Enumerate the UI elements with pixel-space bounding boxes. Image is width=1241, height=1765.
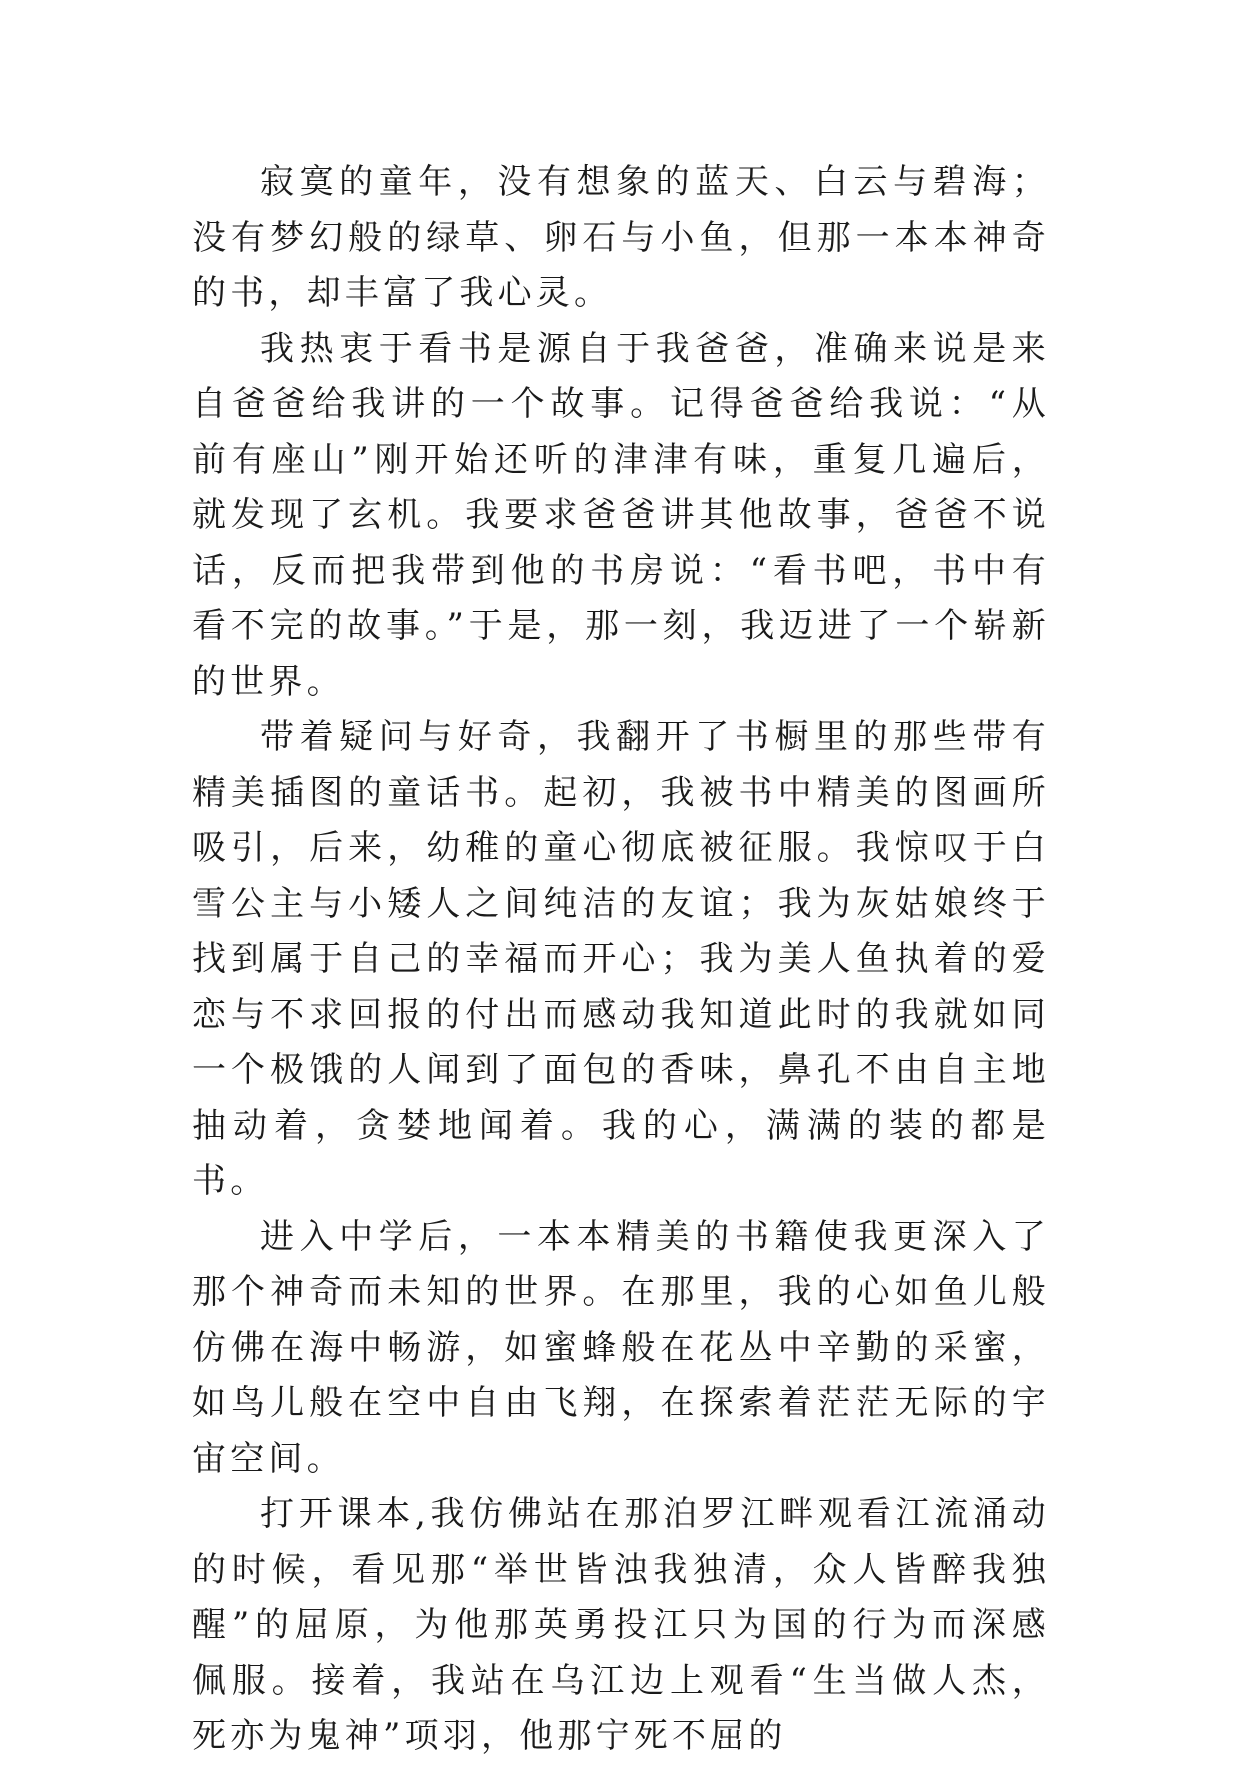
- paragraph-1: 寂寞的童年，没有想象的蓝天、白云与碧海；没有梦幻般的绿草、卵石与小鱼，但那一本本神奇的书，却丰富了我心灵。: [192, 162, 1050, 313]
- paragraph-2: 我热衷于看书是源自于我爸爸，准确来说是来自爸爸给我讲的一个故事。记得爸爸给我说：“从前有座山”刚开始还听的津津有味，重复几遍后，就发现了玄机。我要求爸爸讲其他故事，爸爸不说话，反而把我带到他的书房说：“看书吧，书中有看不完的故事。”于是，那一刻，我迈进了一个崭新的世界。: [192, 328, 1050, 702]
- paragraph-3: 带着疑问与好奇，我翻开了书橱里的那些带有精美插图的童话书。起初，我被书中精美的图画所吸引，后来，幼稚的童心彻底被征服。我惊叹于白雪公主与小矮人之间纯洁的友谊；我为灰姑娘终于找到属于自己的幸福而开心；我为美人鱼执着的爱恋与不求回报的付出而感动我知道此时的我就如同一个极饿的人闻到了面包的香味，鼻孔不由自主地抽动着，贪婪地闻着。我的心，满满的装的都是书。: [192, 717, 1050, 1201]
- paragraph-5: 打开课本,我仿佛站在那泊罗江畔观看江流涌动的时候，看见那“举世皆浊我独清，众人皆醉我独醒”的屈原，为他那英勇投江只为国的行为而深感佩服。接着，我站在乌江边上观看“生当做人杰，死亦为鬼神”项羽，他那宁死不屈的: [192, 1494, 1050, 1756]
- paragraph-4: 进入中学后，一本本精美的书籍使我更深入了那个神奇而未知的世界。在那里，我的心如鱼儿般仿佛在海中畅游，如蜜蜂般在花丛中辛勤的采蜜，如鸟儿般在空中自由飞翔，在探索着茫茫无际的宇宙空间。: [192, 1216, 1050, 1479]
- document-body: [192, 155, 1050, 1765]
